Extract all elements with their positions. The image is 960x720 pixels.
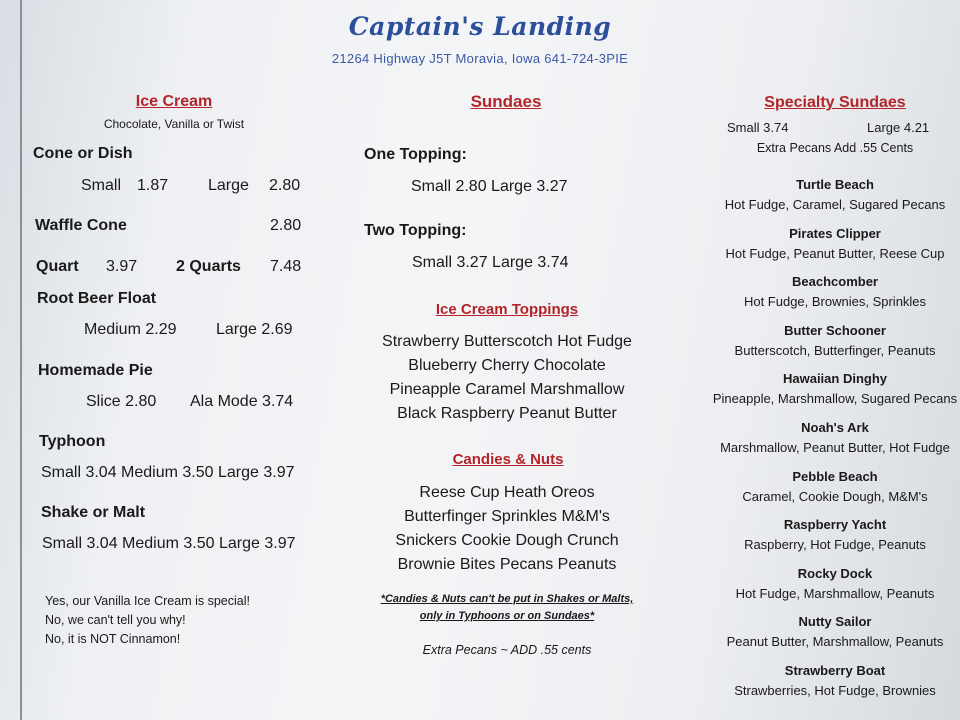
cone-large-price: 2.80 bbox=[269, 177, 301, 194]
specialty-extra-pecans: Extra Pecans Add .55 Cents bbox=[756, 141, 914, 155]
quart-label: Quart bbox=[36, 258, 79, 275]
candies-line-2: Butterfinger Sprinkles M&M's bbox=[404, 508, 610, 525]
specialty-item-name: Nutty Sailor bbox=[798, 614, 872, 630]
waffle-cone-label: Waffle Cone bbox=[35, 217, 127, 234]
ice-cream-flavors: Chocolate, Vanilla or Twist bbox=[103, 117, 245, 131]
specialty-small-price: Small 3.74 bbox=[727, 120, 789, 135]
root-beer-float-label: Root Beer Float bbox=[37, 290, 157, 307]
specialty-title: Specialty Sundaes bbox=[764, 94, 906, 111]
waffle-cone-price: 2.80 bbox=[270, 217, 302, 234]
restaurant-address: 21264 Highway J5T Moravia, Iowa 641-724-3PIE bbox=[331, 51, 629, 66]
cone-small-label: Small bbox=[81, 177, 122, 194]
cone-small-price: 1.87 bbox=[137, 177, 169, 194]
menu-header bbox=[0, 12, 960, 66]
restaurant-title: Captain's Landing bbox=[348, 12, 612, 41]
candies-note-line-2: only in Typhoons or on Sundaes* bbox=[419, 610, 595, 622]
specialty-item-desc: Pineapple, Marshmallow, Sugared Pecans bbox=[712, 391, 958, 407]
vanilla-note-line-2: No, we can't tell you why! bbox=[45, 613, 186, 627]
cone-large-label: Large bbox=[208, 177, 249, 194]
two-topping-label: Two Topping: bbox=[364, 222, 467, 239]
toppings-line-3: Pineapple Caramel Marshmallow bbox=[389, 381, 625, 398]
specialty-item-desc: Hot Fudge, Caramel, Sugared Pecans bbox=[724, 197, 946, 212]
homemade-pie-label: Homemade Pie bbox=[38, 362, 153, 379]
specialty-item-desc: Hot Fudge, Marshmallow, Peanuts bbox=[735, 585, 935, 601]
candies-line-1: Reese Cup Heath Oreos bbox=[419, 484, 595, 501]
specialty-item-desc: Hot Fudge, Peanut Butter, Reese Cup bbox=[725, 245, 945, 261]
two-topping-prices: Small 3.27 Large 3.74 bbox=[412, 254, 569, 271]
one-topping-prices: Small 2.80 Large 3.27 bbox=[411, 178, 568, 195]
ice-cream-title: Ice Cream bbox=[135, 93, 213, 110]
toppings-line-2: Blueberry Cherry Chocolate bbox=[408, 357, 606, 374]
sundaes-title: Sundaes bbox=[470, 92, 542, 111]
menu-sheet-edge bbox=[20, 0, 22, 720]
one-topping-label: One Topping: bbox=[364, 146, 467, 163]
specialty-item-name: Pebble Beach bbox=[792, 468, 878, 484]
toppings-line-1: Strawberry Butterscotch Hot Fudge bbox=[382, 333, 632, 350]
cone-or-dish-label: Cone or Dish bbox=[33, 145, 133, 162]
typhoon-label: Typhoon bbox=[39, 433, 106, 450]
specialty-item-desc: Raspberry, Hot Fudge, Peanuts bbox=[744, 537, 926, 553]
candies-note-line-1: *Candies & Nuts can't be put in Shakes or Malts, bbox=[380, 593, 634, 605]
shake-prices: Small 3.04 Medium 3.50 Large 3.97 bbox=[42, 535, 296, 552]
candies-line-4: Brownie Bites Pecans Peanuts bbox=[397, 556, 617, 573]
specialty-large-price: Large 4.21 bbox=[867, 120, 930, 135]
specialty-item-desc: Butterscotch, Butterfinger, Peanuts bbox=[734, 342, 936, 358]
specialty-item-name: Strawberry Boat bbox=[784, 663, 886, 678]
specialty-item-name: Butter Schooner bbox=[784, 322, 886, 338]
specialty-item-name: Noah's Ark bbox=[801, 420, 869, 435]
typhoon-prices: Small 3.04 Medium 3.50 Large 3.97 bbox=[41, 464, 295, 481]
candies-title: Candies & Nuts bbox=[452, 451, 564, 468]
specialty-item-name: Raspberry Yacht bbox=[783, 517, 887, 533]
float-medium-price: Medium 2.29 bbox=[84, 321, 177, 338]
specialty-item-name: Hawaiian Dinghy bbox=[782, 371, 888, 387]
shake-or-malt-label: Shake or Malt bbox=[41, 504, 146, 521]
specialty-item-desc: Caramel, Cookie Dough, M&M's bbox=[742, 488, 928, 504]
specialty-item-name: Pirates Clipper bbox=[789, 225, 881, 241]
pie-ala-mode-price: Ala Mode 3.74 bbox=[190, 393, 294, 410]
float-large-price: Large 2.69 bbox=[216, 321, 293, 338]
specialty-item-name: Turtle Beach bbox=[796, 177, 874, 192]
two-quarts-price: 7.48 bbox=[270, 258, 302, 275]
specialty-item-desc: Strawberries, Hot Fudge, Brownies bbox=[734, 683, 936, 698]
extra-pecans-note: Extra Pecans ~ ADD .55 cents bbox=[422, 643, 592, 657]
specialty-item-desc: Peanut Butter, Marshmallow, Peanuts bbox=[726, 634, 944, 650]
specialty-item-name: Beachcomber bbox=[792, 274, 878, 290]
vanilla-note-line-1: Yes, our Vanilla Ice Cream is special! bbox=[45, 594, 250, 608]
pie-slice-price: Slice 2.80 bbox=[86, 393, 157, 410]
quart-price: 3.97 bbox=[106, 258, 138, 275]
vanilla-note-line-3: No, it is NOT Cinnamon! bbox=[45, 632, 181, 646]
toppings-title: Ice Cream Toppings bbox=[435, 301, 579, 318]
toppings-line-4: Black Raspberry Peanut Butter bbox=[397, 405, 617, 422]
two-quarts-label: 2 Quarts bbox=[176, 258, 241, 275]
candies-line-3: Snickers Cookie Dough Crunch bbox=[395, 532, 619, 549]
specialty-item-desc: Marshmallow, Peanut Butter, Hot Fudge bbox=[720, 440, 950, 455]
specialty-item-desc: Hot Fudge, Brownies, Sprinkles bbox=[743, 294, 927, 310]
specialty-item-name: Rocky Dock bbox=[797, 565, 873, 581]
